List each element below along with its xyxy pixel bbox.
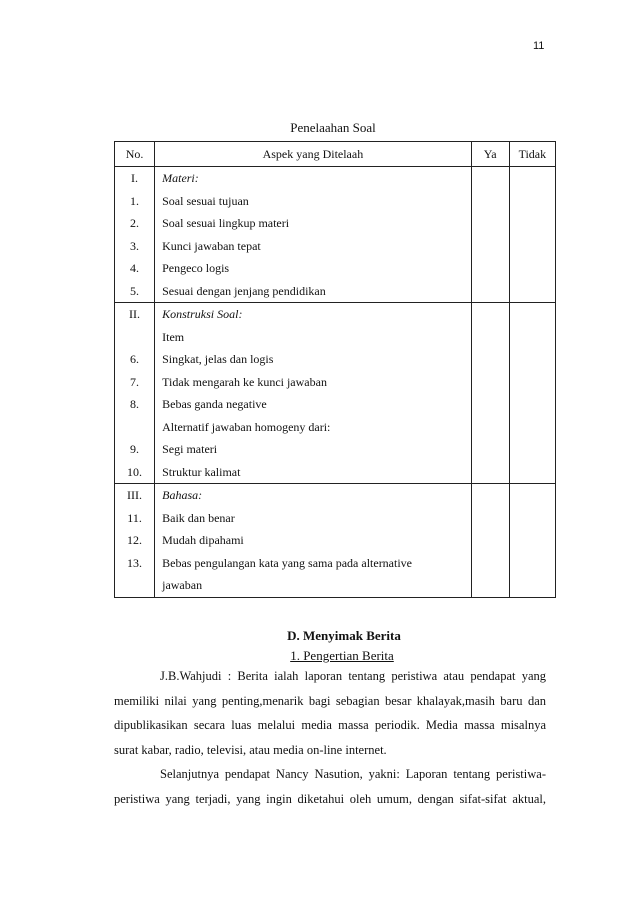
row-number: 9. xyxy=(130,442,140,456)
number-cell xyxy=(115,167,155,303)
aspect-item: Pengeco logis xyxy=(162,261,230,275)
section-label: Materi: xyxy=(162,171,199,185)
section-heading: D. Menyimak Berita xyxy=(287,628,401,643)
aspect-item: Soal sesuai tujuan xyxy=(162,193,249,208)
paragraph-line: memiliki nilai yang penting,menarik bagi sebagian besar khalayak,masih baru dan xyxy=(114,693,546,708)
row-number: 11. xyxy=(127,510,142,525)
aspect-item: Sesuai dengan jenjang pendidikan xyxy=(162,283,326,298)
aspect-cell xyxy=(155,303,472,484)
page-number: 11 xyxy=(533,40,545,52)
paragraph-line: peristiwa yang terjadi, yang ingin diketahui oleh umum, dengan sifat-sifat aktual, xyxy=(114,791,546,806)
aspect-item: Bebas ganda negative xyxy=(162,397,267,411)
aspect-item: Alternatif jawaban homogeny dari: xyxy=(162,419,331,434)
subsection-heading xyxy=(0,648,638,664)
review-table xyxy=(114,141,556,598)
aspect-item: Kunci jawaban tepat xyxy=(162,238,261,253)
aspect-item: Item xyxy=(162,329,185,344)
row-number xyxy=(115,416,154,439)
row-number: 12. xyxy=(127,533,143,547)
aspect-item: Soal sesuai lingkup materi xyxy=(162,216,290,230)
paragraph-line-text: Selanjutnya pendapat Nancy Nasution, yakni: Laporan tentang peristiwa- xyxy=(160,767,546,781)
tidak-cell xyxy=(509,167,555,303)
header-ya: Ya xyxy=(471,142,509,167)
number-cell xyxy=(115,303,155,484)
row-number xyxy=(115,574,154,597)
ya-cell xyxy=(471,167,509,303)
paragraph-line: surat kabar, radio, televisi, atau media on-line internet. xyxy=(114,742,387,757)
row-number: 4. xyxy=(130,261,140,275)
aspect-item: Singkat, jelas dan logis xyxy=(162,352,274,366)
row-number: 10. xyxy=(127,464,143,479)
aspect-item: Tidak mengarah ke kunci jawaban xyxy=(162,374,327,389)
aspect-cell xyxy=(155,167,472,303)
row-number: 3. xyxy=(130,238,140,253)
row-number: 1. xyxy=(130,193,140,208)
table-header-row xyxy=(115,142,556,167)
header-aspect: Aspek yang Ditelaah xyxy=(155,142,472,167)
tidak-cell xyxy=(509,484,555,598)
paragraph-line xyxy=(114,762,546,787)
row-number: 6. xyxy=(130,352,140,366)
table-row-materi xyxy=(115,167,556,303)
paragraph-line: dipublikasikan secara luas melalui media massa periodik. Media massa misalnya xyxy=(114,718,546,732)
paragraph-nasution xyxy=(114,762,546,811)
section-label: Bahasa: xyxy=(162,488,203,502)
number-cell xyxy=(115,484,155,598)
paragraph-line-text: J.B.Wahjudi : Berita ialah laporan tentang peristiwa atau pendapat yang xyxy=(160,669,546,683)
ya-cell xyxy=(471,484,509,598)
row-number: III. xyxy=(127,488,143,502)
ya-cell xyxy=(471,303,509,484)
row-number: 7. xyxy=(130,374,140,389)
table-row-konstruksi xyxy=(115,303,556,484)
paragraph-wahjudi xyxy=(114,664,546,762)
row-number: 2. xyxy=(130,216,140,230)
aspect-item: Mudah dipahami xyxy=(162,533,244,547)
aspect-item: Segi materi xyxy=(162,442,218,456)
aspect-item: Baik dan benar xyxy=(162,510,235,525)
row-number: 13. xyxy=(127,555,143,570)
section-label: Konstruksi Soal: xyxy=(162,307,243,321)
row-number: 5. xyxy=(130,283,140,298)
tidak-cell xyxy=(509,303,555,484)
row-number: 8. xyxy=(130,397,140,411)
aspect-cell xyxy=(155,484,472,598)
table-row-bahasa xyxy=(115,484,556,598)
header-tidak: Tidak xyxy=(509,142,555,167)
paragraph-line xyxy=(114,664,546,689)
aspect-item: jawaban xyxy=(162,578,203,592)
aspect-item: Struktur kalimat xyxy=(162,464,241,479)
row-number: I. xyxy=(131,171,139,185)
table-title: Penelaahan Soal xyxy=(290,120,376,135)
row-number xyxy=(115,326,154,349)
aspect-item: Bebas pengulangan kata yang sama pada alternative xyxy=(162,555,413,570)
header-no: No. xyxy=(115,142,155,167)
subsection-heading-text: 1. Pengertian Berita xyxy=(290,648,394,663)
row-number: II. xyxy=(129,307,141,321)
